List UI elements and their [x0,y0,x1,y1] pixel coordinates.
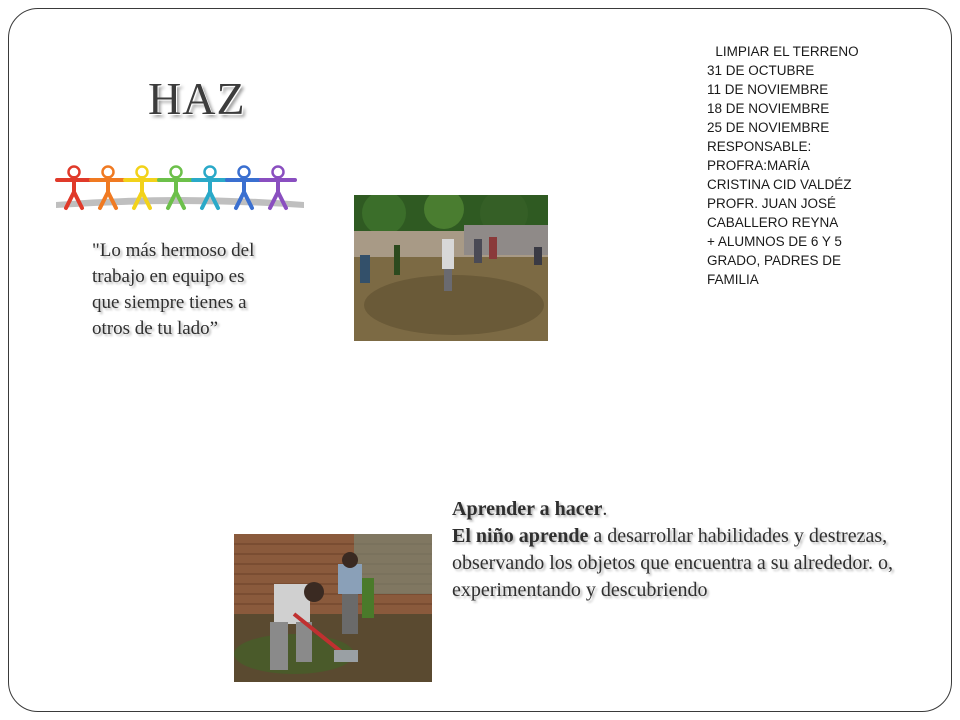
learning-lead: El niño aprende [452,525,589,547]
schedule-line: PROFRA:MARÍA CRISTINA CID VALDÉZ [707,158,852,192]
learning-body: a desarrollar habilidades y destrezas, observando los objetos que encuentra a su alrededor. o, experimentando y descubriendo [452,525,893,601]
schedule-line: 18 DE NOVIEMBRE [707,101,830,116]
schedule-line: RESPONSABLE: [707,139,812,154]
schedule-line: PROFR. JUAN JOSÉ CABALLERO REYNA [707,196,839,230]
paper-people-chain-image [52,162,308,218]
students-digging-photo [234,534,432,682]
schedule-block [707,42,867,289]
field-cleaning-photo [354,195,548,341]
schedule-line: + ALUMNOS DE 6 Y 5 GRADO, PADRES DE FAMILIA [707,234,842,287]
schedule-line: 25 DE NOVIEMBRE [707,120,830,135]
learning-heading: Aprender a hacer [452,498,603,520]
slide-title: HAZ [148,73,246,124]
schedule-line: 31 DE OCTUBRE [707,63,815,78]
learning-text-block [452,496,922,604]
learning-heading-end: . [602,498,608,520]
schedule-heading: LIMPIAR EL TERRENO [715,44,859,59]
schedule-line: 11 DE NOVIEMBRE [707,82,829,97]
teamwork-quote: "Lo más hermoso del trabajo en equipo es que siempre tienes a otros de tu lado” [92,240,255,339]
